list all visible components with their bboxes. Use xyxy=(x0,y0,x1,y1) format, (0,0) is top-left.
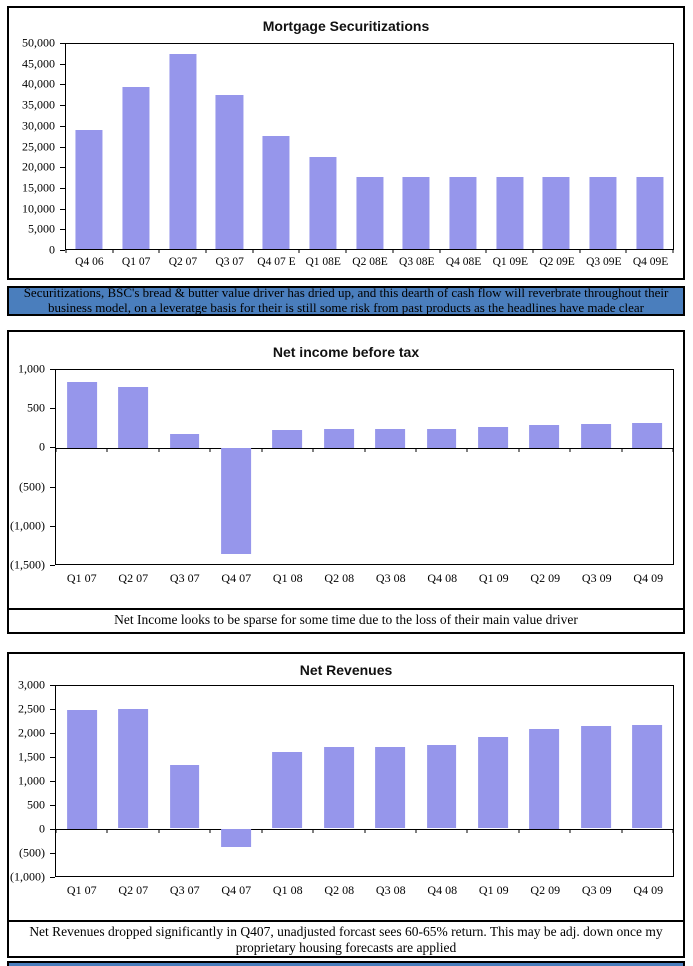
x-tick xyxy=(252,249,253,253)
y-tick-label: 35,000 xyxy=(22,97,55,112)
x-tick xyxy=(439,249,440,253)
plot-row xyxy=(9,35,683,257)
x-tick xyxy=(392,249,393,253)
x-axis-label: Q4 07 xyxy=(221,571,252,585)
y-tick-label: 2,500 xyxy=(18,701,45,716)
x-axis-label: Q2 08 xyxy=(324,883,355,897)
bar-q1-09e xyxy=(496,177,523,249)
bar-q4-06 xyxy=(76,130,103,249)
x-tick xyxy=(621,829,622,833)
x-tick xyxy=(313,448,314,452)
net-income-note: Net Income looks to be sparse for some time due to the loss of their main value driver xyxy=(9,608,683,632)
bar-q3-08 xyxy=(375,747,405,829)
x-axis-label: Q4 08E xyxy=(445,256,482,268)
x-axis xyxy=(56,571,674,587)
x-axis-label: Q1 09 xyxy=(478,571,509,585)
x-axis-label: Q2 08 xyxy=(324,571,355,585)
y-tick-label: (1,500) xyxy=(10,557,45,572)
x-axis-label: Q3 09 xyxy=(581,883,612,897)
bar-q2-09 xyxy=(530,729,560,829)
x-axis-label: Q1 08 xyxy=(272,883,303,897)
x-tick xyxy=(621,448,622,452)
x-tick xyxy=(486,249,487,253)
y-tick-label: 0 xyxy=(49,242,55,257)
x-tick xyxy=(299,249,300,253)
x-axis-label: Q2 09 xyxy=(530,883,561,897)
y-tick-label: 500 xyxy=(27,797,45,812)
y-tick-label: 1,500 xyxy=(18,749,45,764)
x-tick xyxy=(467,829,468,833)
bar-q4-09 xyxy=(632,725,662,829)
x-tick xyxy=(206,249,207,253)
y-tick-label: 0 xyxy=(39,821,45,836)
x-axis xyxy=(66,256,674,272)
plot-area xyxy=(65,43,674,250)
x-tick xyxy=(415,829,416,833)
bar-q4-09e xyxy=(636,177,663,249)
bar-q3-08 xyxy=(375,429,405,448)
y-tick xyxy=(50,877,55,878)
y-tick-label: 25,000 xyxy=(22,139,55,153)
chart-title: Net Revenues xyxy=(299,662,393,678)
y-tick-label: 20,000 xyxy=(22,159,55,174)
x-axis-label: Q1 08E xyxy=(305,256,341,268)
net-revenues-panel xyxy=(7,652,685,958)
y-tick-label: 2,000 xyxy=(18,725,45,740)
y-tick-label: (1,000) xyxy=(10,869,45,884)
x-axis-label: Q2 09E xyxy=(539,256,575,268)
x-axis-label: Q1 09E xyxy=(492,256,529,268)
x-tick xyxy=(673,249,674,253)
x-tick xyxy=(210,829,211,833)
x-tick xyxy=(210,448,211,452)
x-axis-label: Q2 07 xyxy=(118,883,149,897)
bar-q3-08e xyxy=(403,177,430,249)
next-note-strip-cutoff xyxy=(7,961,685,966)
y-tick-label: 10,000 xyxy=(22,201,55,216)
y-tick-label: 50,000 xyxy=(22,35,55,50)
x-axis-label: Q4 07 xyxy=(221,883,252,897)
x-axis-label: Q2 09 xyxy=(530,571,561,585)
y-tick xyxy=(50,565,55,566)
x-axis-label: Q3 09E xyxy=(586,256,622,268)
x-axis-label: Q3 07 xyxy=(215,256,244,268)
x-tick xyxy=(107,448,108,452)
bar-q2-07 xyxy=(169,54,196,249)
net-revenues-chart xyxy=(9,662,683,899)
mortgage-securitizations-panel xyxy=(7,6,685,280)
bar-q4-08e xyxy=(449,177,476,249)
y-tick-label: 30,000 xyxy=(22,118,55,133)
x-axis-label: Q1 07 xyxy=(121,256,151,268)
x-axis-label: Q4 09E xyxy=(632,256,669,268)
x-axis-label: Q3 07 xyxy=(169,883,200,897)
plot-row xyxy=(9,677,683,884)
y-tick-label: 15,000 xyxy=(22,180,55,195)
x-tick xyxy=(570,829,571,833)
bar-q2-09e xyxy=(543,177,570,249)
y-axis xyxy=(9,677,55,884)
x-tick xyxy=(626,249,627,253)
bar-q3-07 xyxy=(170,434,200,447)
x-tick xyxy=(570,448,571,452)
bar-q3-07 xyxy=(170,765,200,829)
y-tick-label: 0 xyxy=(39,439,45,454)
plot-area xyxy=(55,685,674,877)
bar-q1-09 xyxy=(478,427,508,447)
bar-q4-08 xyxy=(427,429,457,448)
x-axis-label: Q4 06 xyxy=(75,256,104,268)
x-tick xyxy=(673,448,674,452)
y-tick-label: 1,000 xyxy=(18,361,45,376)
bar-q1-09 xyxy=(478,737,508,828)
bar-q4-09 xyxy=(632,423,662,448)
y-tick-label: 5,000 xyxy=(28,221,55,236)
x-axis-label: Q4 09 xyxy=(633,883,664,897)
y-tick-label: 40,000 xyxy=(22,76,55,91)
x-axis-label: Q1 09 xyxy=(478,883,509,897)
x-tick xyxy=(532,249,533,253)
bar-q2-09 xyxy=(530,425,560,448)
bar-q3-07 xyxy=(216,95,243,249)
net-income-panel xyxy=(7,330,685,634)
bar-q1-08e xyxy=(309,157,336,249)
bar-q1-08 xyxy=(272,430,302,448)
y-tick-label: 3,000 xyxy=(18,677,45,692)
chart-title: Net income before tax xyxy=(272,344,420,360)
x-axis-label: Q3 07 xyxy=(169,571,200,585)
x-axis-label: Q4 08 xyxy=(427,571,458,585)
net-income-chart xyxy=(9,344,683,587)
mortgage-securitizations-chart xyxy=(9,18,683,272)
net-revenues-note: Net Revenues dropped significantly in Q407, unadjusted forcast sees 60-65% return. This may be adj. down once my proprietary housing forecasts are applied xyxy=(9,920,683,956)
y-tick-label: 500 xyxy=(27,400,45,415)
bar-q4-07 xyxy=(221,829,251,847)
x-tick xyxy=(364,448,365,452)
x-tick xyxy=(415,448,416,452)
x-axis-label: Q2 07 xyxy=(118,571,149,585)
plot-area xyxy=(55,369,674,565)
x-axis-label: Q4 07 E xyxy=(257,256,296,268)
x-tick xyxy=(158,448,159,452)
x-tick xyxy=(56,829,57,833)
x-axis-label: Q3 08 xyxy=(375,571,406,585)
x-tick xyxy=(159,249,160,253)
x-axis-label: Q1 08 xyxy=(272,571,303,585)
bar-q1-07 xyxy=(67,382,97,447)
x-tick xyxy=(158,829,159,833)
y-tick xyxy=(60,250,65,251)
bar-q2-08e xyxy=(356,177,383,249)
x-axis-label: Q3 08E xyxy=(399,256,435,268)
bar-q4-08 xyxy=(427,745,457,829)
y-tick-label: 45,000 xyxy=(22,56,55,71)
x-axis xyxy=(56,883,674,899)
bar-q1-07 xyxy=(122,87,149,249)
bar-q2-08 xyxy=(324,429,354,448)
bar-q4-07 xyxy=(221,448,251,554)
x-axis-label: Q1 07 xyxy=(66,571,97,585)
bar-q3-09 xyxy=(581,424,611,448)
x-tick xyxy=(313,829,314,833)
x-tick xyxy=(56,448,57,452)
y-axis xyxy=(9,35,65,257)
x-tick xyxy=(364,829,365,833)
y-tick-label: (1,000) xyxy=(10,518,45,533)
x-axis-label: Q3 09 xyxy=(581,571,612,585)
y-tick-label: (500) xyxy=(19,845,45,860)
x-tick xyxy=(261,829,262,833)
bar-q1-07 xyxy=(67,710,97,829)
bar-q4-07-e xyxy=(263,136,290,249)
bar-q2-07 xyxy=(118,709,148,829)
x-axis-label: Q4 08 xyxy=(427,883,458,897)
bar-q2-07 xyxy=(118,387,148,448)
y-tick-label: 1,000 xyxy=(18,773,45,788)
x-axis-label: Q2 08E xyxy=(352,256,388,268)
plot-row xyxy=(9,361,683,572)
x-tick xyxy=(107,829,108,833)
x-axis-label: Q4 09 xyxy=(633,571,664,585)
x-tick xyxy=(673,829,674,833)
x-axis-label: Q1 07 xyxy=(66,883,97,897)
x-axis-label: Q2 07 xyxy=(168,256,198,268)
x-tick xyxy=(518,448,519,452)
y-tick-label: (500) xyxy=(19,479,45,494)
x-tick xyxy=(579,249,580,253)
x-tick xyxy=(467,448,468,452)
bar-q1-08 xyxy=(272,752,302,828)
x-axis-label: Q3 08 xyxy=(375,883,406,897)
x-tick xyxy=(261,448,262,452)
x-tick xyxy=(66,249,67,253)
bar-q3-09e xyxy=(589,177,616,249)
x-tick xyxy=(112,249,113,253)
bar-q2-08 xyxy=(324,747,354,829)
chart-title: Mortgage Securitizations xyxy=(262,18,430,34)
securitizations-note: Securitizations, BSC's bread & butter value driver has dried up, and this dearth of cash flow will reverbrate throughout their business model, on a leveratge basis for their is still some risk from past products as the headlines have made clear xyxy=(7,286,685,316)
y-axis xyxy=(9,361,55,572)
x-tick xyxy=(346,249,347,253)
bar-q3-09 xyxy=(581,726,611,829)
x-tick xyxy=(518,829,519,833)
